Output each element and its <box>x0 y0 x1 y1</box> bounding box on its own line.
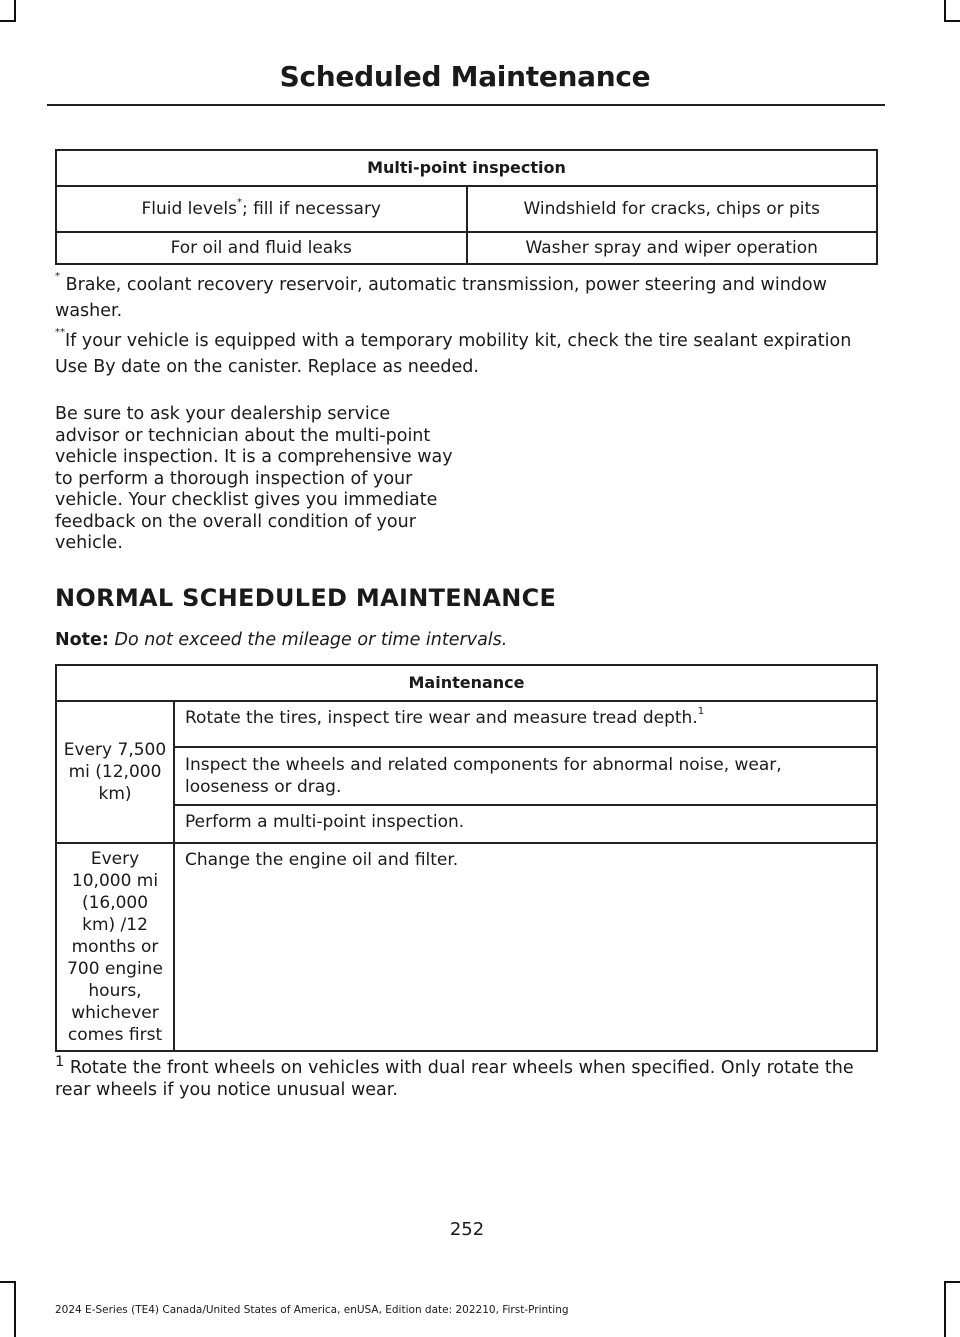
footnote-double-asterisk: **If your vehicle is equipped with a temporary mobility kit, check the tire sealant expiration Use By date on the canister. Replace as needed. <box>55 327 852 377</box>
body-paragraph: Be sure to ask your dealership service advisor or technician about the multi-point vehicle inspection. It is a comprehensive way to perform a thorough inspection of your vehicle. Your checklist gives you immediate feedback on the overall condition of your vehicle. <box>55 404 453 553</box>
table-cell: Washer spray and wiper operation <box>467 232 878 264</box>
crop-mark <box>944 1281 960 1283</box>
interval-cell: Every 7,500 mi (12,000 km) <box>56 701 174 843</box>
table-row <box>56 701 877 747</box>
footnote-asterisk: * Brake, coolant recovery reservoir, automatic transmission, power steering and window washer. <box>55 271 827 321</box>
edition-footer: 2024 E-Series (TE4) Canada/United States of America, enUSA, Edition date: 202210, First-Printing <box>55 1304 569 1316</box>
interval-cell: Every 10,000 mi (16,000 km) /12 months or 700 engine hours, whichever comes first <box>56 843 174 1051</box>
note: Note: Do not exceed the mileage or time intervals. <box>55 630 508 650</box>
crop-mark <box>944 1281 946 1337</box>
crop-mark <box>0 20 16 22</box>
crop-mark <box>14 1281 16 1337</box>
crop-mark <box>0 1281 16 1283</box>
maintenance-table <box>55 664 878 1052</box>
crop-mark <box>944 20 960 22</box>
table-cell: Fluid levels*; fill if necessary <box>56 186 467 232</box>
task-cell: Change the engine oil and filter. <box>174 843 877 1051</box>
task-cell: Inspect the wheels and related components for abnormal noise, wear, looseness or drag. <box>174 747 877 805</box>
section-heading: NORMAL SCHEDULED MAINTENANCE <box>55 584 557 612</box>
table-cell: For oil and fluid leaks <box>56 232 467 264</box>
crop-mark <box>14 0 16 22</box>
table-row <box>56 186 877 232</box>
table-row <box>56 805 877 843</box>
crop-mark <box>944 0 946 22</box>
table-cell: Windshield for cracks, chips or pits <box>467 186 878 232</box>
title-divider <box>47 104 885 106</box>
table-row <box>56 747 877 805</box>
table-row <box>56 232 877 264</box>
page-number: 252 <box>449 1219 485 1240</box>
table-row <box>56 843 877 1051</box>
task-cell: Perform a multi-point inspection. <box>174 805 877 843</box>
table-heading: Multi-point inspection <box>56 150 877 186</box>
multipoint-inspection-table <box>55 149 878 265</box>
table-footnote: $^1$ Rotate the front wheels on vehicles with dual rear wheels when specified. Only rotate the rear wheels if you notice unusual wear. <box>55 1053 854 1100</box>
table-heading: Maintenance <box>56 665 877 701</box>
task-cell: Rotate the tires, inspect tire wear and measure tread depth.$^1$ <box>174 701 877 747</box>
page-title: Scheduled Maintenance <box>279 60 651 93</box>
